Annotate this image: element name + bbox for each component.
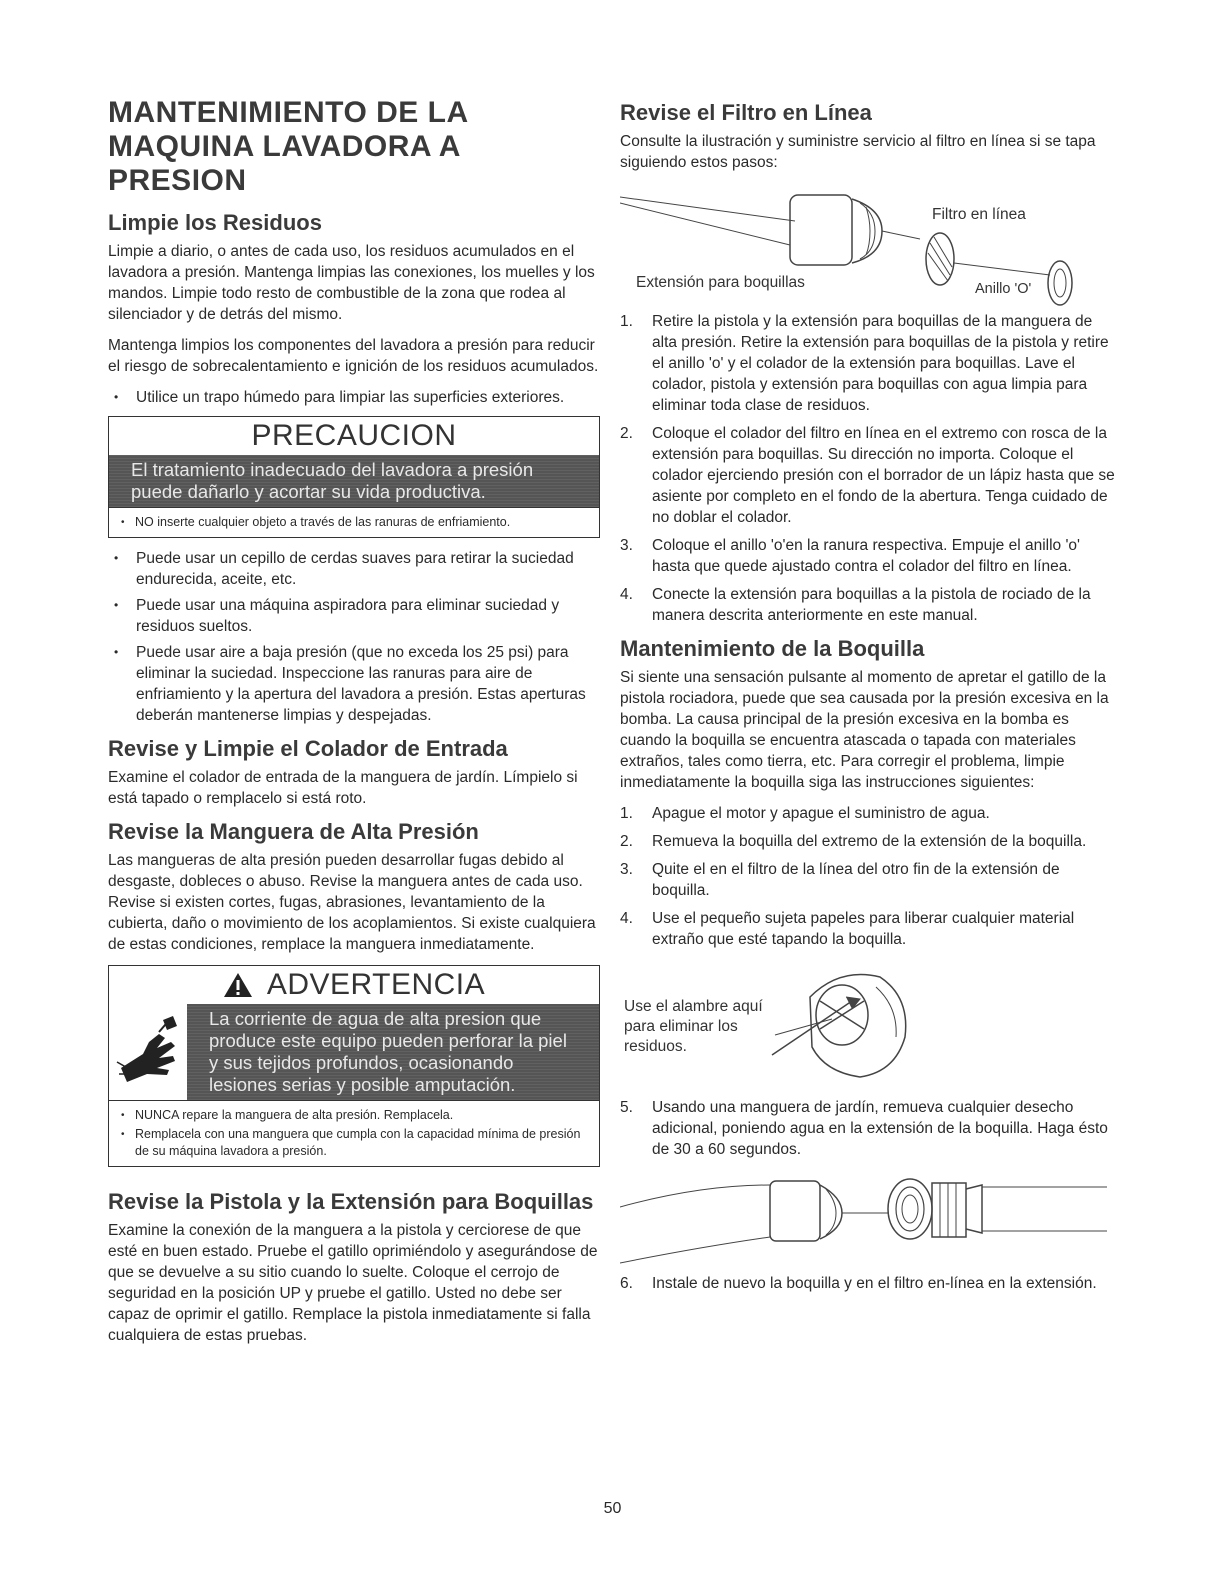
section-heading-inlet-strainer: Revise y Limpie el Colador de Entrada [108,736,508,761]
nozzle-cleaning-figure [620,957,1117,1097]
label-inline-filter: Filtro en línea [932,206,1026,223]
warning-box [108,965,600,1167]
section-heading-high-pressure-hose: Revise la Manguera de Alta Presión [108,819,479,844]
right-column [620,96,1117,1301]
list-item: 6. Instale de nuevo la boquilla y en el filtro en-línea en la extensión. [620,1275,1097,1292]
page-number: 50 [603,1500,622,1517]
paragraph: Consulte la ilustración y suministre servicio al filtro en línea si se tapa siguiendo estos pasos: [620,133,1096,171]
list-item: 2. Coloque el colador del filtro en línea en el extremo con rosca de la extensión para boquillas. Su dirección no importa. Coloque el colador ejerciendo presión con el borrador de un lápiz hasta que se asiente por completo en el fondo de la abertura. Tenga cuidado de no doblar el colador. [620,425,1115,526]
paragraph: Mantenga limpios los componentes del lavadora a presión para reducir el riesgo de sobrecalentamiento e ignición de los residuos acumulados. [108,337,599,375]
list-item: 3. Quite el en el filtro de la línea del otro fin de la extensión de boquilla. [620,861,1060,899]
paragraph: Las mangueras de alta presión pueden desarrollar fugas debido al desgaste, dobleces o abuso. Revise la manguera antes de cada uso. Revise si existen cortes, fugas, abrasiones, levantamiento de la cubierta, daño o movimiento de los acoplamientos. Si existe cualquiera de estas condiciones, remplace la manguera inmediatamente. [108,852,596,953]
label-use-wire: Use el alambre aquí para eliminar los residuos. [624,998,763,1055]
paragraph: Examine el colador de entrada de la manguera de jardín. Límpielo si está tapado o remplacelo si está roto. [108,769,578,807]
caution-box [108,416,600,538]
nozzle-steps-list-cont [620,1097,1117,1160]
bullet-list [108,548,600,726]
nozzle-steps-list-end [620,1273,1117,1294]
caution-list [109,507,599,537]
page-title: MANTENIMIENTO DE LA MAQUINA LAVADORA A PRESION [108,96,468,197]
warning-triangle-icon [223,972,253,998]
left-column [108,96,600,1356]
warning-message: La corriente de agua de alta presion que produce este equipo pueden perforar la piel y sus tejidos profundos, ocasionando lesiones serias y posible amputación. [187,1004,599,1100]
section-heading-clean-debris: Limpie los Residuos [108,210,322,235]
inline-filter-figure [620,183,1117,311]
list-item: 2. Remueva la boquilla del extremo de la extensión de la boquilla. [620,833,1087,850]
list-item: 4. Conecte la extensión para boquillas a la pistola de rociado de la manera descrita anteriormente en este manual. [620,586,1091,624]
nozzle-steps-list [620,803,1117,950]
section-heading-inline-filter: Revise el Filtro en Línea [620,100,872,125]
hose-flush-figure [620,1167,1117,1273]
warning-body [109,1004,599,1100]
list-item: 3. Coloque el anillo 'o'en la ranura respectiva. Empuje el anillo 'o' hasta que quede ajustado contra el colador del filtro en línea. [620,537,1081,575]
caution-title: PRECAUCION [251,419,457,452]
list-item: 1. Retire la pistola y la extensión para boquillas de la manguera de alta presión. Retire la extensión para boquillas de la pistola y retire el anillo 'o' y el colador de la extensión para boquillas. Lave el colador, pistola y extensión para boquillas con agua limpia para eliminar toda clase de residuos. [620,313,1109,414]
label-o-ring: Anillo 'O' [975,281,1032,297]
list-item: • Puede usar aire a baja presión (que no exceda los 25 psi) para eliminar la suciedad. Inspeccione las ranuras para aire de enfriamiento y la apertura del lavadora a presión. Estas aperturas deberán mantenerse limpias y despejadas. [108,642,600,726]
list-item: • Puede usar un cepillo de cerdas suaves para retirar la suciedad endurecida, aceite, etc. [108,548,600,590]
list-item: 5. Usando una manguera de jardín, remueva cualquier desecho adicional, poniendo agua en la extensión de la boquilla. Haga ésto de 30 a 60 segundos. [620,1099,1108,1158]
paragraph: Limpie a diario, o antes de cada uso, los residuos acumulados en el lavadora a presión. Mantenga limpias las conexiones, los muelles y los mandos. Limpie todo resto de combustible de la zona que rodea al silenciador y de detrás del mismo. [108,243,595,323]
paragraph: Examine la conexión de la manguera a la pistola y cerciorese de que esté en buen estado. Pruebe el gatillo oprimiéndolo y asegurándose de que se devuelve a su sitio cuando lo suelte. Coloque el cerrojo de seguridad en la posición UP y pruebe el gatillo. Usted no debe ser capaz de oprimir el gatillo. Remplace la pistola inmediatamente si falla cualquiera de estas pruebas. [108,1222,598,1344]
hand-injection-hazard-icon [109,1004,187,1100]
paragraph: Si siente una sensación pulsante al momento de apretar el gatillo de la pistola rociadora, puede que sea causada por la presión excesiva en la bomba. La causa principal de la presión excesiva en la bomba es cuando la boquilla se encuentra atascada o tapada con materiales extraños, tales como tierra, etc. Para corregir el problema, limpie inmediatamente la boquilla siga las instrucciones siguientes: [620,669,1109,791]
caution-message: El tratamiento inadecuado del lavadora a presión puede dañarlo y acortar su vida productiva. [109,455,599,507]
list-item: • Puede usar una máquina aspiradora para eliminar suciedad y residuos sueltos. [108,595,600,637]
filter-steps-list [620,311,1117,626]
list-item: • NO inserte cualquier objeto a través de las ranuras de enfriamiento. [117,514,591,531]
warning-header [109,966,599,1004]
section-heading-gun-and-extension: Revise la Pistola y la Extensión para Boquillas [108,1189,594,1214]
list-item: 1. Apague el motor y apague el suministro de agua. [620,805,990,822]
section-heading-nozzle-maintenance: Mantenimiento de la Boquilla [620,636,925,661]
list-item: • NUNCA repare la manguera de alta presión. Remplacela. [117,1107,591,1124]
list-item: • Utilice un trapo húmedo para limpiar las superficies exteriores. [108,387,600,408]
warning-title: ADVERTENCIA [266,968,486,1001]
label-nozzle-extension: Extensión para boquillas [636,274,805,291]
list-item: 4. Use el pequeño sujeta papeles para liberar cualquier material extraño que esté tapando la boquilla. [620,910,1075,948]
bullet-list [108,387,600,408]
list-item: • Remplacela con una manguera que cumpla con la capacidad mínima de presión de su máquina lavadora a presión. [117,1126,591,1160]
warning-list [109,1100,599,1166]
garden-hose-connection-illustration [620,1167,1117,1273]
